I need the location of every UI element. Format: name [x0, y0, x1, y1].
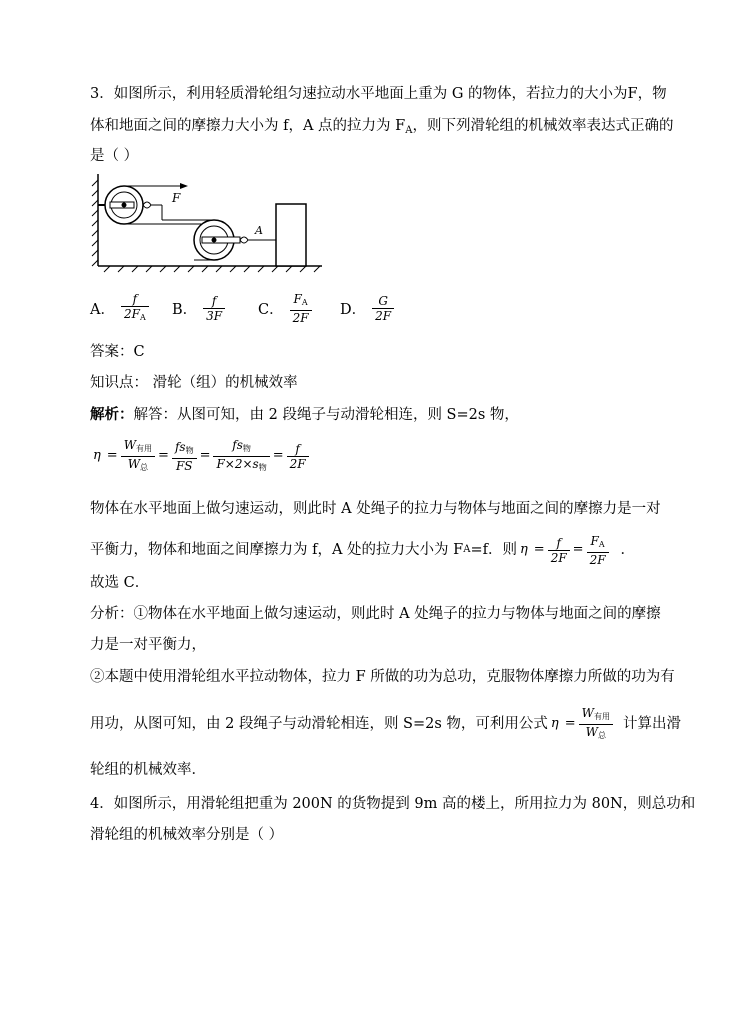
knowledge-point: 知识点： 滑轮（组）的机械效率 — [90, 375, 298, 391]
choose-line: 故选 C． — [90, 575, 150, 591]
q3-line1: 3．如图所示，利用轻质滑轮组匀速拉动水平地面上重为 G 的物体，若拉力的大小为F，物 — [90, 86, 667, 102]
q4-line2: 滑轮组的机械效率分别是（ ） — [90, 827, 284, 843]
q3-line2: 体和地面之间的摩擦力大小为 f，A 点的拉力为 $F_A$，则下列滑轮组的机械效率表达式正确的 — [90, 118, 674, 136]
fenxi-line4: 用功，从图可知，由 2 段绳子与动滑轮相连，则 S=2s 物，可利用公式 η = $\frac{\text{W有用}}{\text{W总}}$ 计算出滑 — [90, 705, 681, 740]
option-b: B． $\frac{f}{3F}$ — [172, 290, 225, 326]
fenxi-line1: 分析：①物体在水平地面上做匀速运动，则此时 A 处绳子的拉力与物体与地面之间的摩擦 — [90, 606, 661, 622]
label-F: F — [172, 191, 181, 205]
analysis-line1: 解析：解答：从图可知，由 2 段绳子与动滑轮相连，则 S=2s 物， — [90, 406, 519, 423]
fenxi-line5: 轮组的机械效率． — [90, 762, 206, 778]
option-a: A． $\frac{f}{2FA}$ — [90, 290, 149, 326]
q4-line1: 4．如图所示，用滑轮组把重为 200N 的货物提到 9m 高的楼上，所用拉力为 80N，则总功和 — [90, 796, 696, 812]
efficiency-formula: η = $\frac{\text{W有用}}{\text{W总}}$ = $\frac{\text{fs物}}{FS}$ = $\frac{\text{fs物}}{\text{F×2×s物}}$ = $\frac{f}{2F}$ — [90, 436, 309, 476]
option-d: D． $\frac{G}{2F}$ — [340, 290, 394, 326]
paragraph1-line1: 物体在水平地面上做匀速运动，则此时 A 处绳子的拉力与物体与地面之间的摩擦力是一对 — [90, 501, 661, 517]
q3-line3: 是（ ） — [90, 148, 139, 164]
option-c: C． $\frac{FA}{2F}$ — [258, 290, 312, 326]
label-A: A — [255, 224, 263, 237]
paragraph1-line2: 平衡力，物体和地面之间摩擦力为 f，A 处的拉力大小为 F A =f．则 η = $\frac{f}{2F}$ = $\frac{FA}{2F}$ ． — [90, 533, 636, 567]
fenxi-line2: 力是一对平衡力， — [90, 637, 206, 653]
pulley-figure — [90, 172, 330, 276]
answer: 答案：C — [90, 344, 145, 360]
fenxi-line3: ②本题中使用滑轮组水平拉动物体，拉力 F 所做的功为总功，克服物体摩擦力所做的功为有 — [90, 669, 675, 685]
